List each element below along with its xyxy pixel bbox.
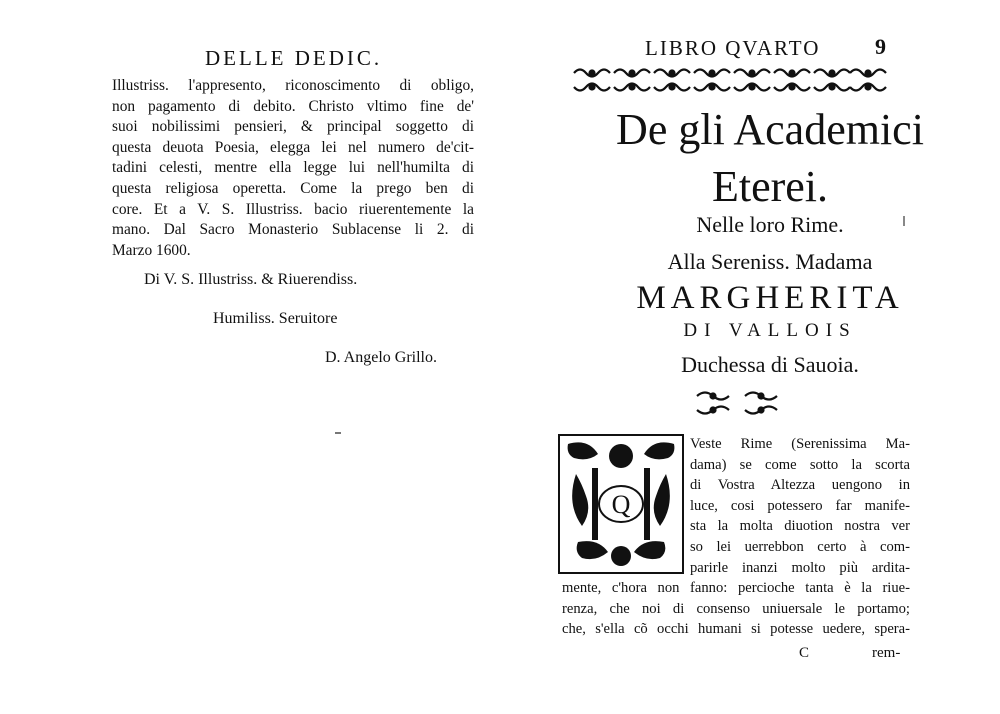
body-line: non pagamento di debito. Christo vltimo fine de' xyxy=(112,97,474,115)
dedication-line: Alla Sereniss. Madama xyxy=(667,249,873,274)
running-head-left: DELLE DEDIC. xyxy=(205,46,383,70)
dedication-body xyxy=(112,76,474,261)
body-line: Veste Rime (Serenissima Ma- xyxy=(690,436,910,452)
body-line: suoi nobilissimi pensieri, & principal soggetto di xyxy=(112,118,474,136)
catchword: rem- xyxy=(872,645,901,661)
running-head-right: LIBRO QVARTO xyxy=(645,36,821,60)
dedicatee-name: MARGHERITA xyxy=(636,280,904,316)
continuation-text xyxy=(562,578,910,640)
closing-servant: Humiliss. Seruitore xyxy=(213,310,338,327)
right-page xyxy=(500,0,1000,714)
body-line: questa religiosa operetta. Come la prego ben di xyxy=(112,179,474,197)
subtitle: Nelle loro Rime. xyxy=(696,212,844,237)
dropcap-letter: Q xyxy=(611,490,631,519)
body-line: parirle inanzi molto più ardita- xyxy=(690,559,910,576)
opening-text xyxy=(690,434,910,578)
dedicatee-house: DI VALLOIS xyxy=(683,320,857,341)
body-line: mano. Dal Sacro Monasterio Sublacense li 2. di xyxy=(112,221,474,239)
body-line: dama) se come sotto la scorta xyxy=(690,456,910,473)
body-line: mente, c'hora non fanno: percioche tanta è la riue- xyxy=(562,580,910,596)
body-line: renza, che noi di consenso uniuersale le portamo; xyxy=(562,600,910,617)
dedicatee-title: Duchessa di Sauoia. xyxy=(681,352,859,377)
small-ornament-icon xyxy=(693,388,785,418)
decorated-initial-icon xyxy=(558,434,684,574)
body-line: sta la molta diuotion nostra ver xyxy=(690,518,910,535)
title-line-1: De gli Academici xyxy=(616,105,924,154)
ornament-band-icon xyxy=(570,64,888,96)
body-line: luce, cosi potessero far manife- xyxy=(690,497,910,514)
signature-mark: C xyxy=(799,645,810,661)
body-line: so lei uerrebbon certo à com- xyxy=(690,538,910,555)
margin-mark xyxy=(903,216,905,226)
body-line: core. Et a V. S. Illustriss. bacio riuerentemente la xyxy=(112,200,474,218)
body-line: Marzo 1600. xyxy=(112,241,191,259)
body-line: che, s'ella cõ occhi humani si potesse uedere, spera- xyxy=(562,621,910,638)
title-line-2: Eterei. xyxy=(711,162,829,211)
ink-speck xyxy=(335,432,341,434)
closing-signature: D. Angelo Grillo. xyxy=(325,349,437,366)
body-line: tadini celesti, mentre ella legge lui nell'humilta di xyxy=(112,159,474,177)
body-line: Illustriss. l'appresento, riconoscimento di obligo, xyxy=(112,77,474,94)
closing-salutation: Di V. S. Illustriss. & Riuerendiss. xyxy=(144,271,358,288)
page-number: 9 xyxy=(875,34,886,59)
body-line: di Vostra Altezza uengono in xyxy=(690,477,910,494)
body-line: questa deuota Poesia, elegga lei nel numero de'cit- xyxy=(112,138,474,156)
